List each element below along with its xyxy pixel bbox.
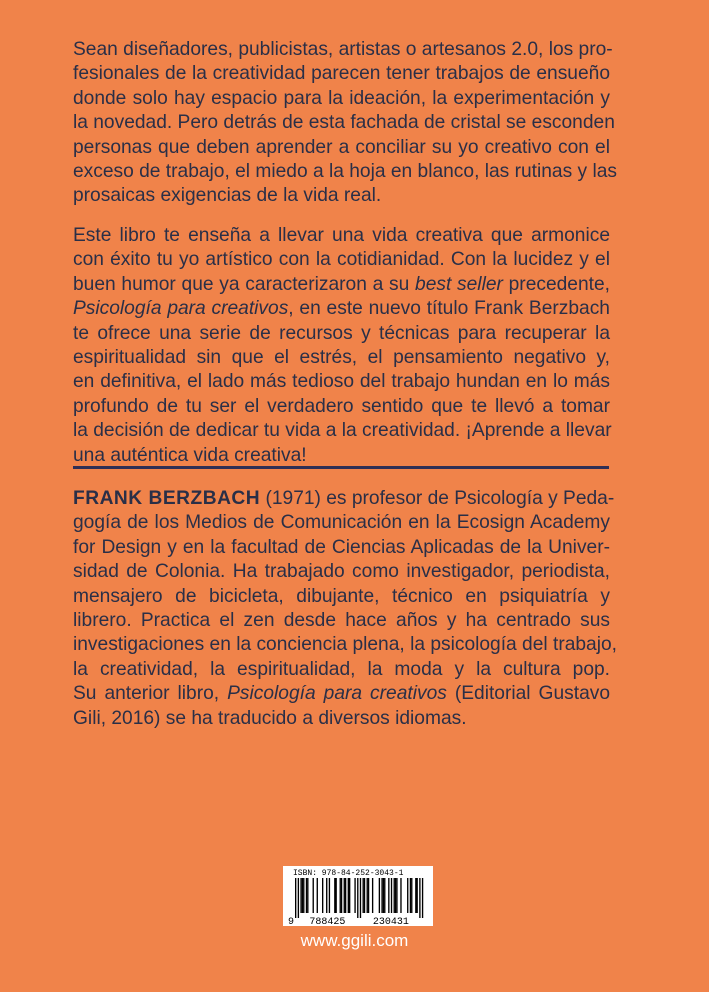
text-line: sidad de Colonia. Ha trabajado como investigador, periodista, bbox=[73, 561, 610, 583]
text-line: personas que deben aprender a conciliar su yo creativo con el bbox=[73, 136, 610, 158]
text-line: donde solo hay espacio para la ideación, la experimentación y bbox=[73, 87, 610, 109]
barcode-bar bbox=[368, 878, 369, 913]
barcode-bar bbox=[345, 878, 346, 913]
barcode-bar bbox=[360, 878, 361, 918]
text-line: exceso de trabajo, el miedo a la hoja en blanco, las rutinas y las bbox=[73, 161, 617, 183]
text-line: fesionales de la creatividad parecen tener trabajos de ensueño bbox=[73, 63, 610, 85]
barcode-bar bbox=[313, 878, 314, 913]
author-bio bbox=[73, 487, 617, 731]
description-paragraph bbox=[73, 224, 610, 468]
barcode-bar bbox=[300, 878, 301, 913]
barcode-bar bbox=[329, 878, 330, 913]
italic-title: best seller bbox=[415, 273, 503, 295]
barcode-bar bbox=[415, 878, 416, 913]
isbn-label: ISBN: 978-84-252-3043-1 bbox=[293, 869, 404, 878]
author-name: FRANK BERZBACH bbox=[73, 488, 261, 509]
text-line: profundo de tu ser el verdadero sentido que te llevó a tomar bbox=[73, 395, 610, 417]
barcode-bar bbox=[419, 878, 420, 918]
barcode-bar bbox=[422, 878, 423, 918]
barcode-digits: 230431 bbox=[372, 917, 409, 926]
barcode-graphic bbox=[283, 878, 433, 926]
barcode-bar bbox=[410, 878, 411, 913]
barcode-bar bbox=[340, 878, 341, 913]
text-line: investigaciones en la conciencia plena, la psicología del trabajo, bbox=[73, 634, 617, 656]
barcode-bar bbox=[388, 878, 389, 913]
text-line: gogía de los Medios de Comunicación en la Ecosign Academy bbox=[73, 512, 610, 534]
barcode-bar bbox=[349, 878, 350, 913]
text-line: la creatividad, la espiritualidad, la moda y la cultura pop. bbox=[73, 658, 610, 680]
barcode-bar bbox=[334, 878, 335, 913]
barcode-bar bbox=[302, 878, 303, 913]
barcode-bar bbox=[367, 878, 368, 913]
barcode-bar bbox=[317, 878, 318, 913]
text-line: espiritualidad sin que el estrés, el pensamiento negativo y, bbox=[73, 347, 610, 369]
barcode-bar bbox=[381, 878, 382, 913]
text-line: buen humor que ya caracterizaron a su best seller precedente, bbox=[73, 273, 610, 295]
barcode-bar bbox=[363, 878, 364, 913]
barcode-bar bbox=[372, 878, 373, 913]
barcode-bar bbox=[306, 878, 307, 913]
barcode-bar bbox=[354, 878, 355, 913]
intro-paragraph bbox=[73, 38, 617, 209]
isbn-barcode bbox=[283, 866, 433, 926]
italic-book-title: Psicología para creativos bbox=[227, 683, 447, 705]
barcode-bar bbox=[364, 878, 365, 913]
website-url: www.ggili.com bbox=[300, 931, 409, 950]
barcode-bar bbox=[341, 878, 342, 913]
text-line: prosaicas exigencias de la vida real. bbox=[73, 185, 382, 207]
barcode-digits: 9 bbox=[287, 917, 295, 926]
text-line: con éxito tu yo artístico con la cotidianidad. Con la lucidez y el bbox=[73, 249, 610, 271]
barcode-bar bbox=[391, 878, 392, 913]
text-line: mensajero de bicicleta, dibujante, técnico en psiquiatría y bbox=[73, 585, 610, 607]
text-line: Sean diseñadores, publicistas, artistas o artesanos 2.0, los pro- bbox=[73, 39, 613, 60]
barcode-bar bbox=[322, 878, 323, 913]
barcode-bar bbox=[295, 878, 296, 918]
barcode-digits: 788425 bbox=[309, 917, 346, 926]
barcode-bar bbox=[348, 878, 349, 913]
text-line: for Design y en la facultad de Ciencias Aplicadas de la Univer- bbox=[73, 536, 610, 558]
barcode-bar bbox=[394, 878, 395, 913]
barcode-bar bbox=[383, 878, 384, 913]
section-divider bbox=[73, 466, 609, 469]
barcode-bar bbox=[384, 878, 385, 913]
text-line: te ofrece una serie de recursos y técnicas para recuperar la bbox=[73, 322, 610, 344]
barcode-bar bbox=[326, 878, 327, 913]
barcode-bar bbox=[307, 878, 308, 913]
barcode-bar bbox=[400, 878, 401, 913]
barcode-bar bbox=[379, 878, 380, 913]
barcode-bar bbox=[336, 878, 337, 913]
barcode-bar bbox=[344, 878, 345, 913]
text-line: FRANK BERZBACH (1971) es profesor de Psicología y Peda- bbox=[73, 488, 615, 509]
barcode-bar bbox=[298, 878, 299, 918]
text-line: Su anterior libro, Psicología para creativos (Editorial Gustavo bbox=[73, 683, 611, 705]
barcode-bar bbox=[357, 878, 358, 918]
text-line: una auténtica vida creativa! bbox=[73, 444, 307, 466]
text-line: la decisión de dedicar tu vida a la creatividad. ¡Aprende a llevar bbox=[73, 420, 612, 442]
barcode-bar bbox=[411, 878, 412, 913]
text-line: librero. Practica el zen desde hace años y ha centrado sus bbox=[73, 610, 610, 632]
barcode-bar bbox=[396, 878, 397, 913]
barcode-bar bbox=[395, 878, 396, 913]
text-line: Gili, 2016) se ha traducido a diversos idiomas. bbox=[73, 707, 467, 729]
text-line: Psicología para creativos, en este nuevo título Frank Berzbach bbox=[73, 298, 610, 320]
text-line: en definitiva, el lado más tedioso del trabajo hundan en lo más bbox=[73, 371, 610, 393]
barcode-bar bbox=[417, 878, 418, 913]
barcode-bar bbox=[407, 878, 408, 913]
italic-book-title: Psicología para creativos bbox=[73, 298, 289, 320]
text-line: la novedad. Pero detrás de esta fachada de cristal se esconden bbox=[73, 112, 615, 134]
barcode-bar bbox=[303, 878, 304, 913]
text-line: Este libro te enseña a llevar una vida creativa que armonice bbox=[73, 225, 610, 246]
